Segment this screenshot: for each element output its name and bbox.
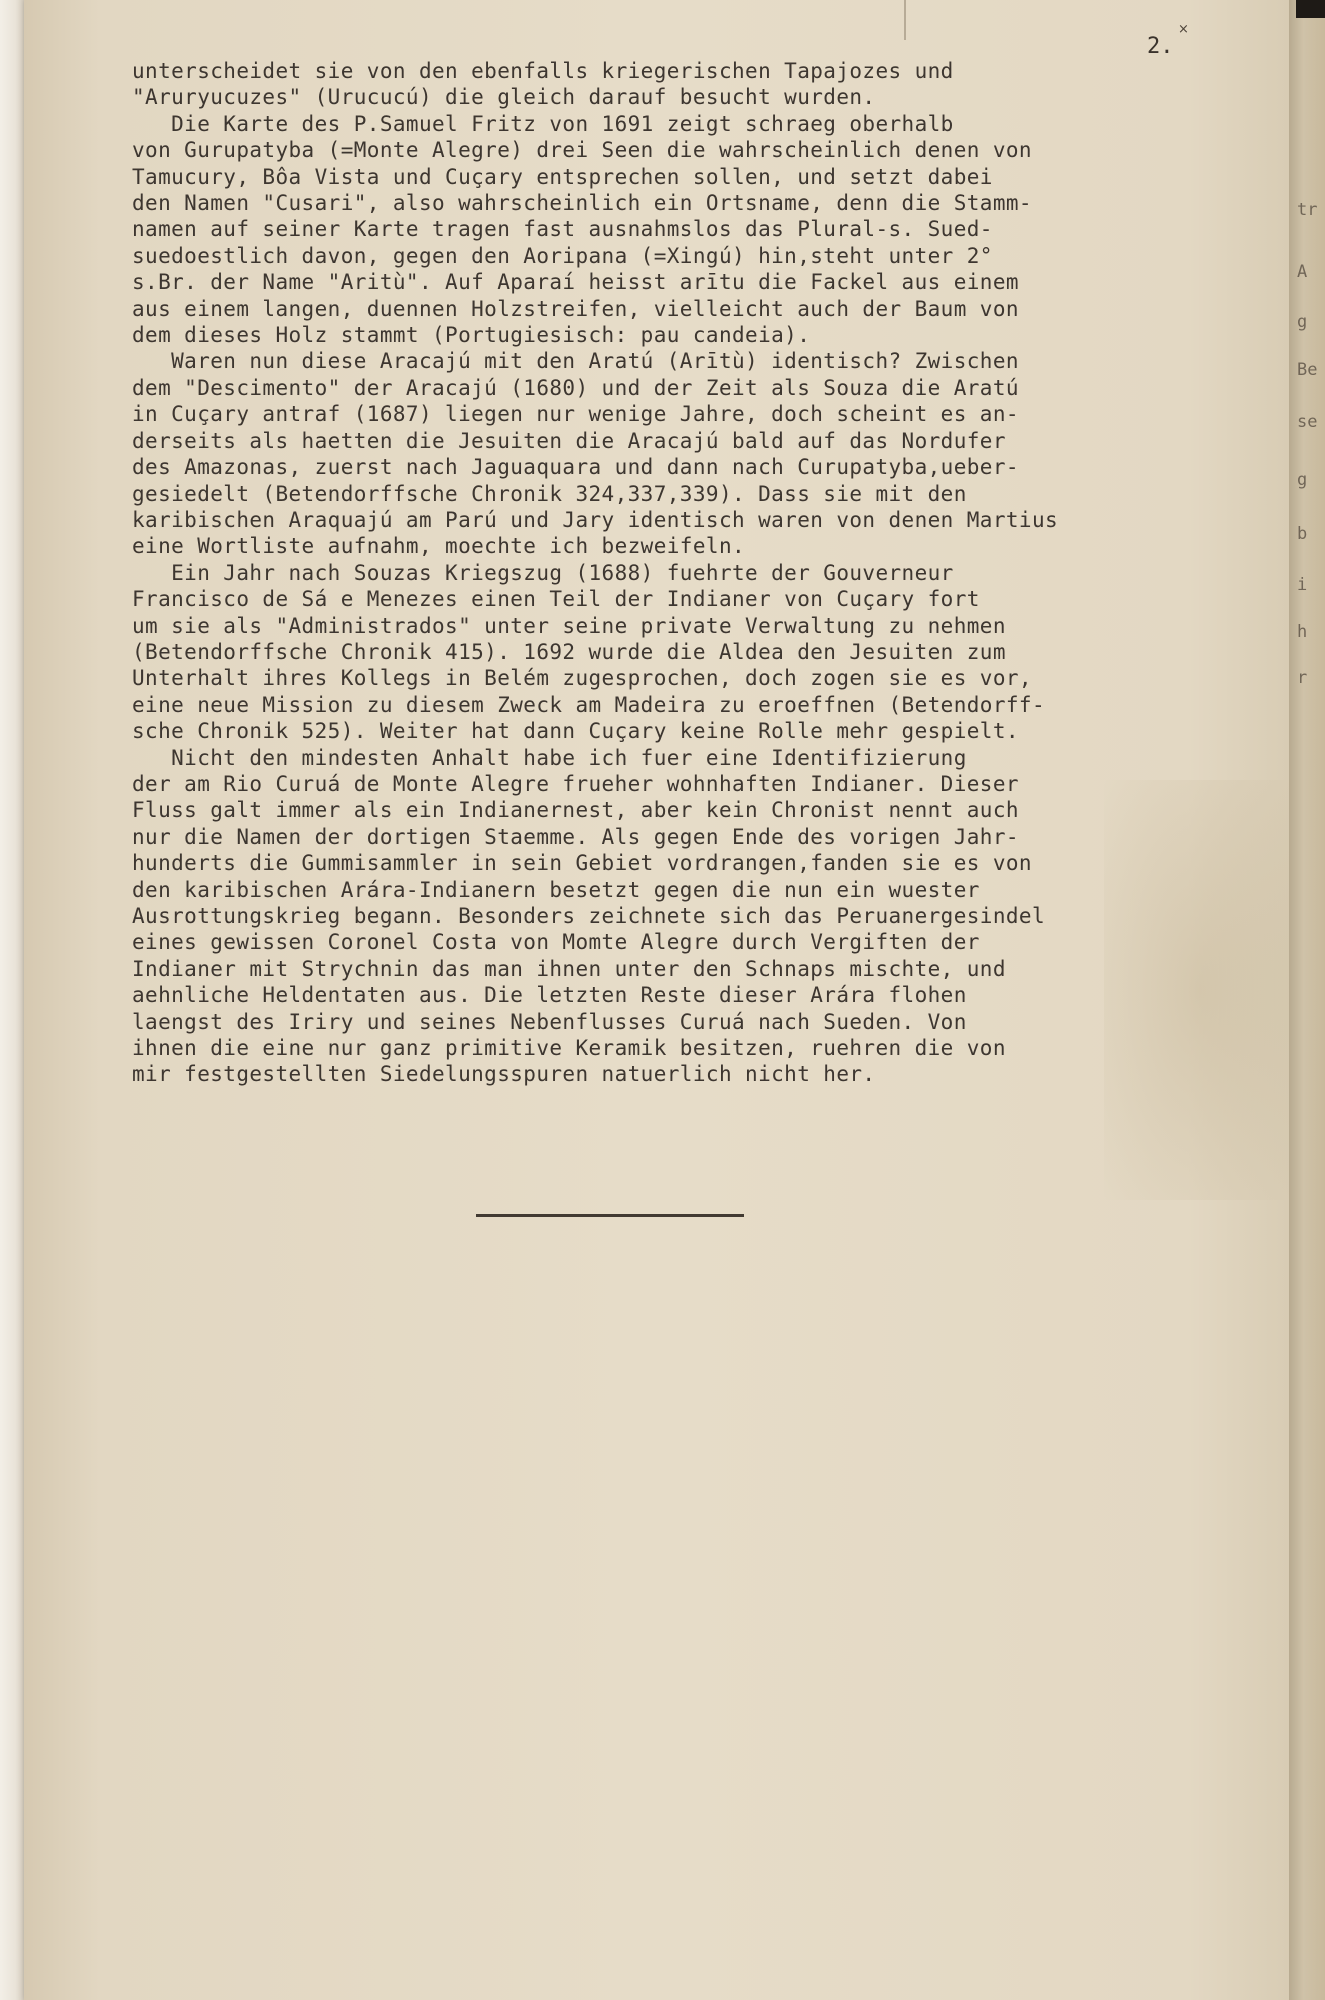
text-line: Tamucury, Bôa Vista und Cuçary entsprechen sollen, und setzt dabei [132, 164, 993, 189]
adjacent-page-fragment: tr [1297, 200, 1318, 220]
text-line: aus einem langen, duennen Holzstreifen, vielleicht auch der Baum von [132, 296, 1019, 321]
text-line: gesiedelt (Betendorffsche Chronik 324,337,339). Dass sie mit den [132, 481, 967, 506]
page-corner-mark: × [1178, 22, 1189, 37]
text-line: sche Chronik 525). Weiter hat dann Cuçary keine Rolle mehr gespielt. [132, 719, 1019, 744]
adjacent-page-fragment: Be [1297, 360, 1318, 380]
text-line: eine neue Mission zu diesem Zweck am Madeira zu eroeffnen (Betendorff- [132, 692, 1046, 717]
text-line: von Gurupatyba (=Monte Alegre) drei Seen die wahrscheinlich denen von [132, 138, 1032, 163]
text-line: ihnen die eine nur ganz primitive Keramik besitzen, ruehren die von [132, 1036, 1006, 1061]
text-line: des Amazonas, zuerst nach Jaguaquara und dann nach Curupatyba,ueber- [132, 455, 1019, 480]
text-line: Francisco de Sá e Menezes einen Teil der Indianer von Cuçary fort [132, 587, 980, 612]
text-line: dem dieses Holz stammt (Portugiesisch: pau candeia). [132, 323, 811, 348]
adjacent-page-fragment: g [1297, 312, 1308, 332]
text-line: karibischen Araquajú am Parú und Jary identisch waren von denen Martius [132, 507, 1059, 532]
text-line: nur die Namen der dortigen Staemme. Als gegen Ende des vorigen Jahr- [132, 824, 1019, 849]
adjacent-page-fragment: r [1297, 668, 1308, 688]
adjacent-page-fragment: g [1297, 470, 1308, 490]
text-line: eines gewissen Coronel Costa von Momte Alegre durch Vergiften der [132, 930, 980, 955]
adjacent-page-edge [1289, 0, 1325, 2000]
text-line: Ein Jahr nach Souzas Kriegszug (1688) fuehrte der Gouverneur [132, 560, 954, 585]
text-line: dem "Descimento" der Aracajú (1680) und der Zeit als Souza die Aratú [132, 375, 1019, 400]
text-line: der am Rio Curuá de Monte Alegre frueher wohnhaften Indianer. Dieser [132, 771, 1019, 796]
paper-fold-mark [904, 0, 906, 40]
text-line: den karibischen Arára-Indianern besetzt gegen die nun ein wuester [132, 877, 980, 902]
text-line: eine Wortliste aufnahm, moechte ich bezweifeln. [132, 534, 746, 559]
text-line: suedoestlich davon, gegen den Aoripana (=Xingú) hin,steht unter 2° [132, 243, 993, 268]
text-line: mir festgestellten Siedelungsspuren natuerlich nicht her. [132, 1062, 876, 1087]
text-line: Waren nun diese Aracajú mit den Aratú (Arītù) identisch? Zwischen [132, 349, 1019, 374]
text-line: Indianer mit Strychnin das man ihnen unter den Schnaps mischte, und [132, 956, 1006, 981]
adjacent-page-fragment: se [1297, 412, 1318, 432]
typewritten-page [24, 0, 1289, 2000]
text-line: in Cuçary antraf (1687) liegen nur wenige Jahre, doch scheint es an- [132, 402, 1019, 427]
text-line: den Namen "Cusari", also wahrscheinlich ein Ortsname, denn die Stamm- [132, 191, 1032, 216]
text-line: Ausrottungskrieg begann. Besonders zeichnete sich das Peruanergesindel [132, 904, 1046, 928]
text-line: unterscheidet sie von den ebenfalls kriegerischen Tapajozes und [132, 59, 954, 83]
text-line: Die Karte des P.Samuel Fritz von 1691 zeigt schraeg oberhalb [132, 111, 954, 136]
adjacent-page-fragment: A [1297, 262, 1308, 282]
left-binding-edge [0, 0, 26, 2000]
text-line: namen auf seiner Karte tragen fast ausnahmslos das Plural-s. Sued- [132, 217, 993, 242]
text-line: um sie als "Administrados" unter seine private Verwaltung zu nehmen [132, 613, 1006, 638]
text-line: "Aruryucuzes" (Urucucú) die gleich darauf besucht wurden. [132, 85, 876, 110]
closing-rule [476, 1214, 744, 1217]
adjacent-page-fragment: i [1297, 575, 1308, 595]
dark-corner [1296, 0, 1325, 18]
adjacent-page-fragment: h [1297, 622, 1308, 642]
text-line: hunderts die Gummisammler in sein Gebiet vordrangen,fanden sie es von [132, 851, 1032, 876]
text-line: aehnliche Heldentaten aus. Die letzten Reste dieser Arára flohen [132, 983, 967, 1008]
text-line: (Betendorffsche Chronik 415). 1692 wurde die Aldea den Jesuiten zum [132, 639, 1006, 664]
text-line: s.Br. der Name "Aritù". Auf Aparaí heisst arītu die Fackel aus einem [132, 270, 1019, 295]
text-line: derseits als haetten die Jesuiten die Aracajú bald auf das Nordufer [132, 428, 1006, 453]
text-line: Nicht den mindesten Anhalt habe ich fuer eine Identifizierung [132, 745, 967, 770]
text-line: laengst des Iriry und seines Nebenflusses Curuá nach Sueden. Von [132, 1009, 967, 1034]
page-number: 2. [1147, 34, 1174, 59]
text-line: Unterhalt ihres Kollegs in Belém zugesprochen, doch zogen sie es vor, [132, 666, 1032, 691]
adjacent-page-fragment: b [1297, 524, 1308, 544]
body-text [132, 58, 1282, 1088]
text-line: Fluss galt immer als ein Indianernest, aber kein Chronist nennt auch [132, 798, 1019, 823]
